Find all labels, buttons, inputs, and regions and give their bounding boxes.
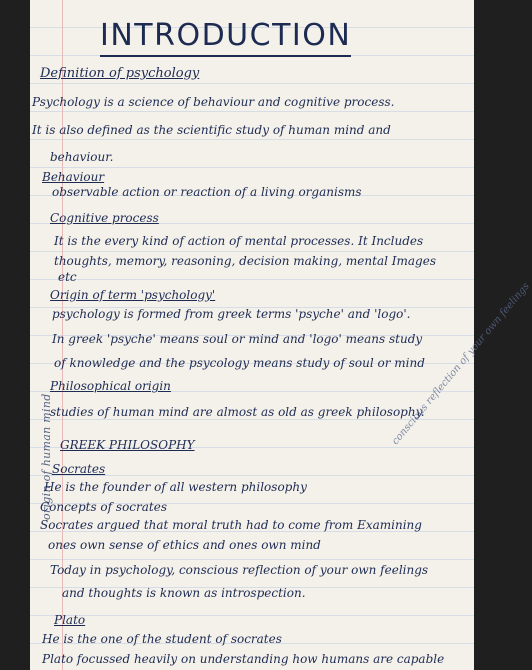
bullet-text: It is the every kind of action of mental processes. It Includes (54, 234, 424, 248)
section-heading: Socrates (52, 462, 106, 476)
section-heading: Behaviour (42, 170, 105, 184)
text-line: of knowledge and the psycology means study of soul or mind (54, 356, 425, 370)
notebook-page (30, 0, 532, 670)
bullet-text: studies of human mind are almost as old as greek philosophy. (50, 405, 425, 419)
bullet-text: Today in psychology, conscious reflection of your own feelings (50, 563, 429, 577)
section-heading: GREEK PHILOSOPHY (60, 438, 195, 452)
text-line: etc (58, 270, 77, 284)
section-heading: Plato (54, 613, 86, 627)
text-line: and thoughts is known as introspection. (62, 586, 306, 600)
bullet-text: He is the founder of all western philosophy (44, 480, 307, 494)
side-note: conscious reflection of your own feelings (390, 280, 532, 448)
bullet-text: psychology is formed from greek terms 'psyche' and 'logo'. (52, 307, 411, 321)
section-heading: Definition of psychology (40, 66, 200, 81)
bullet-text: Socrates argued that moral truth had to come from Examining (40, 518, 422, 532)
section-heading: Cognitive process (50, 211, 159, 225)
text-line: ones own sense of ethics and ones own mind (48, 538, 321, 552)
bullet-text: Plato focussed heavily on understanding how humans are capable (42, 652, 445, 666)
margin-note: origin of human mind (40, 393, 53, 520)
bullet-text: He is the one of the student of socrates (42, 632, 282, 646)
bullet-text: It is also defined as the scientific study of human mind and (32, 123, 391, 137)
section-heading: Philosophical origin (50, 379, 171, 393)
section-heading: Origin of term 'psychology' (50, 288, 216, 302)
bullet-text: observable action or reaction of a living organisms (52, 185, 362, 199)
page-title: INTRODUCTION (100, 18, 351, 57)
bullet-text: Psychology is a science of behaviour and cognitive process. (32, 95, 395, 109)
bullet-text: In greek 'psyche' means soul or mind and 'logo' means study (52, 332, 423, 346)
text-line: thoughts, memory, reasoning, decision making, mental Images (54, 254, 436, 268)
text-line: behaviour. (50, 150, 114, 164)
bullet-text: Concepts of socrates (40, 500, 167, 514)
